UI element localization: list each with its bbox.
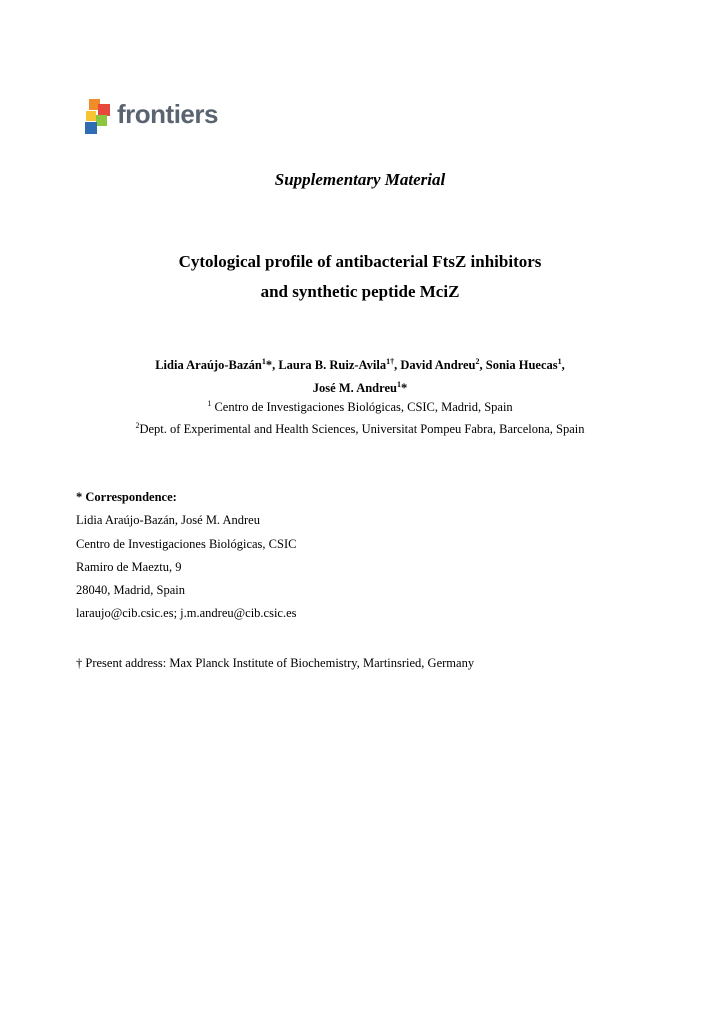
affiliation-mark: 1† (386, 356, 395, 366)
correspondence-city: 28040, Madrid, Spain (76, 583, 186, 598)
author-name: Lidia Araújo-Bazán (155, 358, 262, 372)
affiliation-mark: 1 (557, 356, 562, 366)
author-name: Sonia Huecas (485, 358, 558, 372)
author-line-1 (0, 354, 720, 377)
separator: * (400, 381, 408, 395)
correspondence-names: Lidia Araújo-Bazán, José M. Andreu (76, 513, 260, 528)
correspondence-heading: * Correspondence: (76, 490, 177, 504)
affiliation-number: 2 (135, 420, 140, 430)
separator: *, (265, 358, 279, 372)
affiliation-text: Dept. of Experimental and Health Sciences, Universitat Pompeu Fabra, Barcelona, Spain (139, 422, 585, 436)
correspondence-block (76, 486, 297, 626)
affiliation-mark: 2 (475, 356, 480, 366)
logo-cube-yellow (86, 111, 96, 121)
affiliation-number: 1 (207, 398, 212, 408)
frontiers-logo (83, 97, 218, 137)
affiliation-mark: 1 (396, 379, 401, 389)
title-line-2: and synthetic peptide MciZ (260, 282, 460, 301)
affiliation-2 (0, 418, 720, 440)
correspondence-street: Ramiro de Maeztu, 9 (76, 559, 182, 574)
separator: , (394, 358, 401, 372)
author-name: David Andreu (400, 358, 476, 372)
paper-title (0, 247, 720, 307)
affiliation-mark: 1 (261, 356, 266, 366)
affiliation-text: Centro de Investigaciones Biológicas, CSIC, Madrid, Spain (214, 400, 513, 414)
logo-cube-blue (85, 122, 97, 134)
correspondence-emails: laraujo@cib.csic.es; j.m.andreu@cib.csic.es (76, 606, 297, 621)
supplementary-heading: Supplementary Material (274, 170, 446, 189)
logo-cube-green (96, 115, 107, 126)
author-list (0, 354, 720, 400)
affiliation-1 (0, 396, 720, 418)
logo-wordmark: frontiers (117, 99, 218, 129)
logo-cube-red (98, 104, 110, 116)
separator: , (561, 358, 565, 372)
frontiers-cubes-icon (83, 97, 117, 137)
title-line-1: Cytological profile of antibacterial FtsZ inhibitors (178, 252, 542, 271)
author-name: Laura B. Ruiz-Avila (278, 358, 387, 372)
present-address: † Present address: Max Planck Institute of Biochemistry, Martinsried, Germany (76, 656, 475, 670)
affiliations (0, 396, 720, 440)
separator: , (479, 358, 486, 372)
correspondence-institution: Centro de Investigaciones Biológicas, CSIC (76, 536, 297, 551)
author-name: José M. Andreu (312, 381, 397, 395)
